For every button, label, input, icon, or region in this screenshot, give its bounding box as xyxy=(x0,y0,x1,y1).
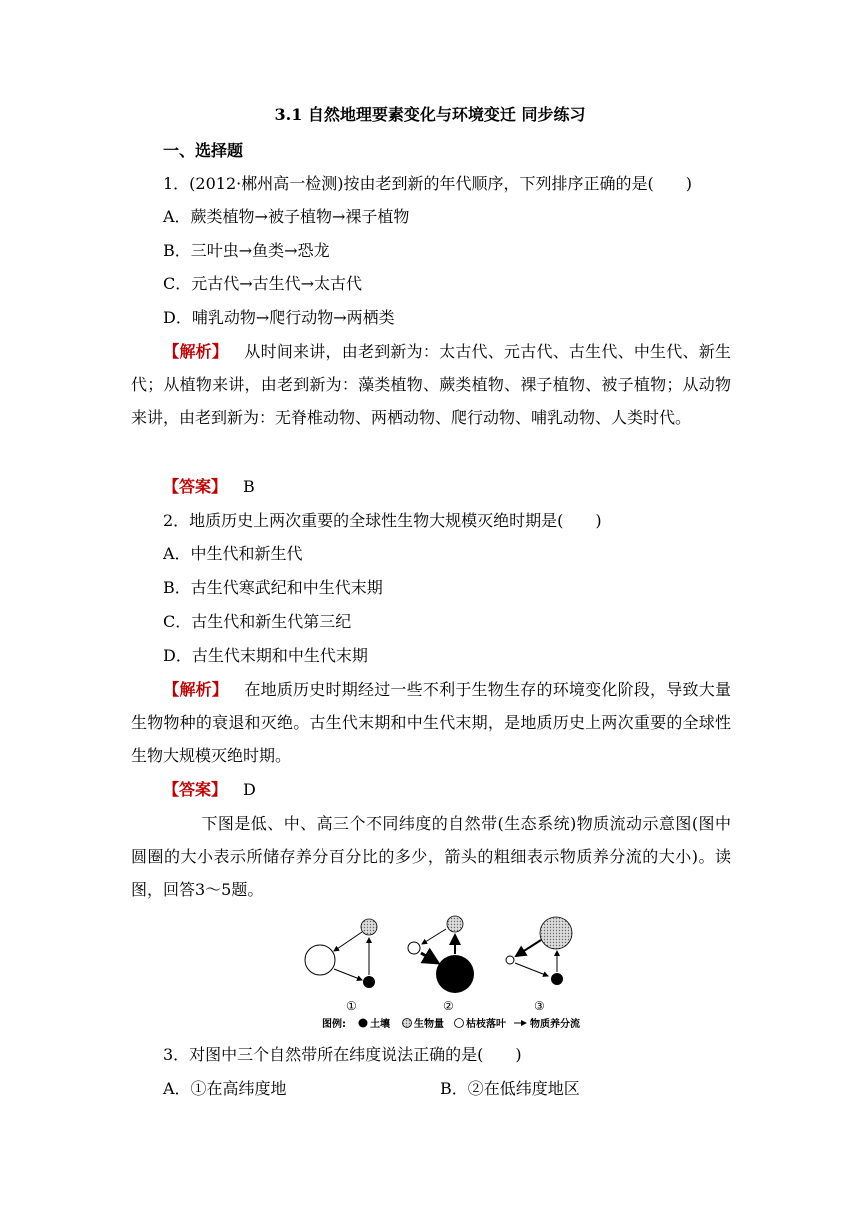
question-2-analysis xyxy=(131,673,731,772)
legend-litter-icon xyxy=(455,1019,464,1028)
legend-biomass-icon xyxy=(403,1019,412,1028)
question-1-option-b: B．三叶虫→鱼类→恐龙 xyxy=(163,241,330,260)
figure-intro-paragraph xyxy=(131,807,731,906)
biomass-circle xyxy=(447,916,463,932)
page-title: 3.1 自然地理要素变化与环境变迁 同步练习 xyxy=(274,105,586,124)
biomass-circle xyxy=(361,919,377,935)
analysis-text: 在地质历史时期经过一些不利于生物生存的环境变化阶段，导致大量生物物种的衰退和灭绝。古生代末期和中生代末期，是地质历史上两次重要的全球性生物大规模灭绝时期。 xyxy=(131,680,731,765)
question-1-stem: 1．(2012·郴州高一检测)按由老到新的年代顺序，下列排序正确的是( ) xyxy=(163,174,692,193)
answer-value: D xyxy=(243,780,256,799)
analysis-tag: 【解析】 xyxy=(163,680,229,699)
intro-text: 下图是低、中、高三个不同纬度的自然带(生态系统)物质流动示意图(图中圆圈的大小表示所储存养分百分比的多少，箭头的粗细表示物质养分流的大小)。读图，回答3～5题。 xyxy=(131,814,731,899)
question-1-option-a: A．蕨类植物→被子植物→裸子植物 xyxy=(163,207,410,226)
question-3-stem: 3．对图中三个自然带所在纬度说法正确的是( ) xyxy=(163,1045,522,1064)
question-1-option-c: C．元古代→古生代→太古代 xyxy=(163,274,363,293)
question-2-answer xyxy=(163,779,256,801)
question-1-analysis xyxy=(131,335,731,434)
legend-soil-icon xyxy=(359,1019,368,1028)
soil-circle xyxy=(436,955,474,993)
litter-circle xyxy=(506,956,514,964)
question-2-option-c: C．古生代和新生代第三纪 xyxy=(163,612,352,631)
diagram-3 xyxy=(506,917,572,1013)
question-1-answer xyxy=(163,476,255,498)
question-2-stem: 2．地质历史上两次重要的全球性生物大规模灭绝时期是( ) xyxy=(163,511,602,530)
soil-circle xyxy=(363,976,375,988)
question-3-option-a: A．①在高纬度地 xyxy=(163,1079,287,1098)
litter-circle xyxy=(305,945,335,975)
figure-legend xyxy=(322,1017,580,1030)
litter-circle xyxy=(408,942,420,954)
legend-soil-label: 土壤 xyxy=(370,1019,390,1030)
analysis-tag: 【解析】 xyxy=(163,342,229,361)
legend-prefix: 图例: xyxy=(322,1019,346,1030)
answer-tag: 【答案】 xyxy=(163,477,228,496)
question-2-option-a: A．中生代和新生代 xyxy=(163,544,303,563)
answer-tag: 【答案】 xyxy=(163,780,228,799)
diagram-1 xyxy=(305,919,377,1013)
analysis-text: 从时间来讲，由老到新为：太古代、元古代、古生代、中生代、新生代；从植物来讲，由老到新为：藻类植物、蕨类植物、裸子植物、被子植物；从动物来讲，由老到新为：无脊椎动物、两栖动物、爬行动物、哺乳动物、人类时代。 xyxy=(131,342,731,427)
diagram-1-label: ① xyxy=(346,999,357,1013)
biomass-circle xyxy=(540,917,572,949)
diagram-2-label: ② xyxy=(443,999,454,1013)
answer-value: B xyxy=(243,477,255,496)
question-1-option-d: D．哺乳动物→爬行动物→两栖类 xyxy=(163,308,395,327)
question-3-option-b: B．②在低纬度地区 xyxy=(440,1079,580,1098)
diagram-3-label: ③ xyxy=(534,999,545,1013)
legend-biomass-label: 生物量 xyxy=(414,1019,444,1030)
legend-litter-label: 枯枝落叶 xyxy=(466,1019,506,1030)
section-heading: 一、选择题 xyxy=(163,141,244,160)
legend-flow-label: 物质养分流 xyxy=(530,1019,580,1030)
nutrient-flow-figure xyxy=(300,905,600,1035)
question-2-option-b: B．古生代寒武纪和中生代末期 xyxy=(163,578,383,597)
diagram-2 xyxy=(408,916,474,1013)
soil-circle xyxy=(551,973,563,985)
question-2-option-d: D．古生代末期和中生代末期 xyxy=(163,646,368,665)
